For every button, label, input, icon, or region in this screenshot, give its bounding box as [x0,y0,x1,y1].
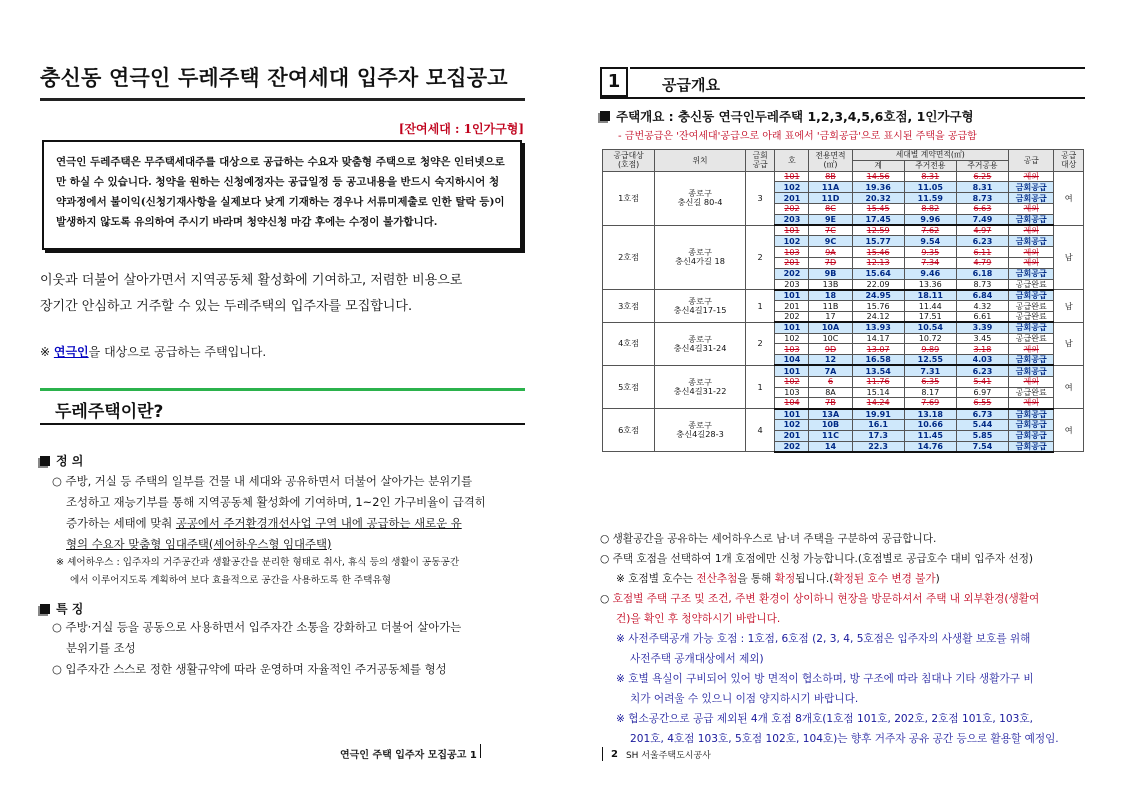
cell-common: 6.25 [956,171,1008,182]
cell-status: 공급완료 [1009,387,1054,398]
cell-floor: 103 [775,387,809,398]
cell-total: 19.91 [852,409,904,420]
section-number: 1 [600,67,628,97]
cell-count: 1 [745,290,774,322]
cell-status: 제외 [1009,247,1054,258]
cell-private: 8.31 [904,171,956,182]
beneficiary-suffix: 을 대상으로 공급하는 주택입니다. [88,345,267,359]
definition-line-2: 조성하고 재능기부를 통해 지역공동체 활성화에 기여하며, 1~2인 가구비율이 급격히 [66,495,486,509]
th-target: 공급대상 (호점) [603,150,655,172]
th-exclusive: 전용면적 (㎡) [809,150,852,172]
cell-floor: 103 [775,344,809,355]
cell-common: 7.49 [956,214,1008,225]
feature-heading [40,600,83,617]
cell-floor: 201 [775,193,809,204]
beneficiary-prefix: ※ [40,345,54,359]
cell-gender: 여 [1054,409,1084,452]
cell-gender: 남 [1054,322,1084,365]
cell-total: 15.76 [852,301,904,312]
sharehouse-note [56,554,526,590]
note-4b: 호점별 주택 구조 및 조건, 주변 환경이 상이하니 현장을 방문하셔서 주택 내 외부환경(생활여 [612,593,1040,605]
note-3b: 전산추첨 [696,573,738,585]
definition-line-3 [52,513,527,534]
cell-floor: 102 [775,376,809,387]
cell-total: 15.14 [852,387,904,398]
cell-common: 6.55 [956,398,1008,409]
note-3e: 됩니다.( [795,573,834,585]
cell-total: 24.95 [852,290,904,301]
sharehouse-note-line-2: 에서 이루어지도록 계획하여 보다 효율적으로 공간을 사용하도록 한 주택유형 [70,575,391,586]
cell-floor: 202 [775,203,809,214]
cell-private: 13.18 [904,409,956,420]
table-row [603,171,1084,182]
cell-ho: 11A [809,182,852,193]
page-title: 충신동 연극인 두레주택 잔여세대 입주자 모집공고 [40,66,508,90]
th-gender: 공급 대상 [1054,150,1084,172]
cell-ho: 10A [809,322,852,333]
cell-status: 제외 [1009,257,1054,268]
square-bullet-icon [600,111,610,121]
cell-gender: 남 [1054,225,1084,290]
cell-total: 12.13 [852,257,904,268]
cell-status: 금회공급 [1009,322,1054,333]
cell-common: 6.23 [956,236,1008,247]
cell-floor: 103 [775,247,809,258]
cell-status: 공급완료 [1009,279,1054,290]
table-row [603,322,1084,333]
intro-text [40,268,530,320]
cell-common: 4.03 [956,355,1008,366]
cell-private: 18.11 [904,290,956,301]
cell-floor: 202 [775,311,809,322]
cell-private: 11.44 [904,301,956,312]
section-title: 두레주택이란? [55,402,164,422]
cell-common: 3.18 [956,344,1008,355]
feature-line-3: ○ 입주자간 스스로 정한 생활규약에 따라 운영하며 자율적인 주거공동체를 형성 [52,662,447,676]
cell-floor: 201 [775,257,809,268]
cell-status: 제외 [1009,376,1054,387]
notice-box: 연극인 두레주택은 무주택세대주를 대상으로 공급하는 수요자 맞춤형 주택으로 청약은 인터넷으로만 하실 수 있습니다. 청약을 원하는 신청예정자는 공급일정 등 공고내용을 반드시 숙지하시어 청약과정에서 불이익(신청기재사항을 실제보다 낮게 기재하는 경우나 서류미제출로 인한 탈락 등)이 발생하지 않도록 유의하여 주시기 바라며 청약신청 마감 후에는 수정이 불가합니다. [42,140,522,250]
cell-status: 금회공급 [1009,268,1054,279]
th-common: 주거공용 [956,160,1008,171]
cell-common: 6.18 [956,268,1008,279]
cell-private: 9.35 [904,247,956,258]
cell-private: 8.82 [904,203,956,214]
note-5a: ※ 사전주택공개 가능 호점 : 1호점, 6호점 (2, 3, 4, 5호점은 입주자의 사생활 보호를 위해 [616,633,1031,645]
note-3c: 을 통해 [737,573,775,585]
cell-floor: 104 [775,398,809,409]
cell-ho: 9D [809,344,852,355]
cell-private: 7.69 [904,398,956,409]
cell-location: 종로구 충신4길31-22 [655,365,746,408]
cell-floor: 101 [775,365,809,376]
note-1: ○ 생활공간을 공유하는 셰어하우스로 남·녀 주택을 구분하여 공급합니다. [600,533,937,545]
cell-total: 12.59 [852,225,904,236]
cell-common: 6.84 [956,290,1008,301]
cell-count: 4 [745,409,774,452]
cell-total: 16.1 [852,419,904,430]
cell-gender: 여 [1054,365,1084,408]
cell-ho: 14 [809,441,852,452]
cell-common: 6.97 [956,387,1008,398]
cell-location: 종로구 충신4길17-15 [655,290,746,322]
intro-line-1: 이웃과 더불어 살아가면서 지역공동체 활성화에 기여하고, 저렴한 비용으로 [40,273,463,288]
cell-total: 19.36 [852,182,904,193]
cell-ho: 17 [809,311,852,322]
cell-total: 14.17 [852,333,904,344]
sharehouse-note-line-1: ※ 셰어하우스 : 입주자의 거주공간과 생활공간을 분리한 형태로 취사, 휴식 등의 생활이 공동공간 [56,557,460,568]
definition-line-1: ○ 주방, 거실 등 주택의 일부를 건물 내 세대와 공유하면서 더불어 살아가는 분위기를 [52,474,473,488]
cell-total: 20.32 [852,193,904,204]
note-4a: ○ [600,593,613,605]
right-footer [602,747,711,761]
cell-ho: 13B [809,279,852,290]
supply-rule-top [630,67,1085,69]
definition-line-3a: 증가하는 세태에 맞춰 [66,516,176,530]
cell-branch: 1호점 [603,171,655,225]
left-page [0,0,560,793]
cell-private: 9.89 [904,344,956,355]
definition-heading-text: 정 의 [56,454,84,468]
left-footer [340,744,481,761]
cell-ho: 13A [809,409,852,420]
cell-ho: 9E [809,214,852,225]
cell-total: 13.54 [852,365,904,376]
right-footer-page: 2 [611,748,618,760]
th-private: 주거전용 [904,160,956,171]
cell-private: 9.96 [904,214,956,225]
cell-common: 6.73 [956,409,1008,420]
cell-count: 1 [745,365,774,408]
left-footer-text: 연극인 주택 입주자 모집공고 1 [340,750,477,761]
cell-private: 10.54 [904,322,956,333]
cell-floor: 102 [775,419,809,430]
cell-status: 공급완료 [1009,311,1054,322]
table-row [603,290,1084,301]
cell-ho: 11C [809,430,852,441]
note-4 [600,590,1039,609]
supply-title: 공급개요 [662,76,720,94]
cell-status: 금회공급 [1009,409,1054,420]
cell-location: 종로구 충신4가길 18 [655,225,746,290]
cell-status: 금회공급 [1009,355,1054,366]
cell-total: 16.58 [852,355,904,366]
cell-floor: 101 [775,322,809,333]
overview-text: 주택개요 : 충신동 연극인두레주택 1,2,3,4,5,6호점, 1인가구형 [616,109,974,124]
supply-rule-bottom [600,97,1085,99]
cell-total: 15.46 [852,247,904,258]
cell-ho: 7C [809,225,852,236]
footer-divider [480,744,481,758]
cell-private: 17.51 [904,311,956,322]
cell-common: 4.32 [956,301,1008,312]
cell-common: 6.61 [956,311,1008,322]
cell-ho: 7B [809,398,852,409]
cell-private: 13.36 [904,279,956,290]
cell-common: 6.63 [956,203,1008,214]
cell-private: 6.35 [904,376,956,387]
cell-ho: 9B [809,268,852,279]
cell-private: 9.46 [904,268,956,279]
cell-private: 7.34 [904,257,956,268]
cell-ho: 7D [809,257,852,268]
cell-branch: 3호점 [603,290,655,322]
cell-location: 종로구 충신4길28-3 [655,409,746,452]
definition-line-3b: 공공에서 주거환경개선사업 구역 내에 공급하는 새로운 유 [175,516,462,530]
cell-status: 금회공급 [1009,290,1054,301]
cell-ho: 8A [809,387,852,398]
cell-branch: 5호점 [603,365,655,408]
cell-common: 3.45 [956,333,1008,344]
tag-remaining-units: [잔여세대 : 1인가구형] [398,122,524,136]
table-row [603,409,1084,420]
cell-floor: 102 [775,182,809,193]
cell-ho: 9C [809,236,852,247]
cell-private: 11.59 [904,193,956,204]
th-current: 금회 공급 [745,150,774,172]
cell-status: 공급완료 [1009,301,1054,312]
cell-status: 금회공급 [1009,365,1054,376]
cell-total: 13.93 [852,322,904,333]
note-4c: 건)을 확인 후 청약하시기 바랍니다. [616,613,781,625]
cell-ho: 8C [809,203,852,214]
cell-total: 13.07 [852,344,904,355]
note-3a: ※ 호점별 호수는 [616,573,697,585]
th-ho: 호 [775,150,809,172]
cell-common: 5.41 [956,376,1008,387]
cell-count: 2 [745,225,774,290]
cell-ho: 6 [809,376,852,387]
square-bullet-icon [40,456,50,466]
supply-table [602,149,1084,453]
feature-paragraph [52,617,527,680]
cell-status: 금회공급 [1009,441,1054,452]
cell-floor: 101 [775,225,809,236]
cell-private: 10.72 [904,333,956,344]
cell-gender: 여 [1054,171,1084,225]
cell-status: 금회공급 [1009,214,1054,225]
cell-common: 8.73 [956,193,1008,204]
cell-ho: 11D [809,193,852,204]
cell-common: 4.79 [956,257,1008,268]
cell-total: 14.24 [852,398,904,409]
cell-status: 금회공급 [1009,430,1054,441]
cell-common: 6.23 [956,365,1008,376]
definition-line-4: 형의 수요자 맞춤형 임대주택(셰어하우스형 임대주택) [66,537,332,551]
note-6a: ※ 호별 욕실이 구비되어 있어 방 면적이 협소하며, 방 구조에 따라 침대나 기타 생활가구 비 [616,673,1034,685]
cell-ho: 10B [809,419,852,430]
cell-total: 14.56 [852,171,904,182]
cell-ho: 9A [809,247,852,258]
cell-private: 7.31 [904,365,956,376]
cell-count: 3 [745,171,774,225]
cell-gender: 남 [1054,290,1084,322]
cell-common: 5.85 [956,430,1008,441]
note-6b: 치가 어려울 수 있으니 이점 양지하시기 바랍니다. [630,693,859,705]
right-page [560,0,1121,793]
cell-total: 17.45 [852,214,904,225]
note-7b: 201호, 4호점 103호, 5호점 102호, 104호)는 향후 거주자 공유 공간 등으로 활용할 예정임. [630,733,1059,745]
cell-floor: 101 [775,409,809,420]
cell-common: 8.31 [956,182,1008,193]
definition-paragraph [52,471,527,555]
th-location: 위치 [655,150,746,172]
table-row [603,365,1084,376]
th-contract: 세대별 계약면적(㎡) [852,150,1009,161]
cell-floor: 203 [775,279,809,290]
cell-private: 14.76 [904,441,956,452]
cell-floor: 101 [775,171,809,182]
feature-line-2: 분위기를 조성 [66,641,136,655]
note-3d: 확정 [774,573,796,585]
cell-floor: 202 [775,441,809,452]
cell-floor: 201 [775,301,809,312]
beneficiary-note [40,343,266,360]
note-7a: ※ 협소공간으로 공급 제외된 4개 호점 8개호(1호점 101호, 202호, 2호점 101호, 103호, [616,713,1033,725]
cell-status: 제외 [1009,344,1054,355]
cell-status: 공급완료 [1009,333,1054,344]
cell-status: 제외 [1009,203,1054,214]
section-rule-top [40,388,525,391]
cell-location: 종로구 충신4길31-24 [655,322,746,365]
cell-branch: 2호점 [603,225,655,290]
cell-common: 7.54 [956,441,1008,452]
cell-total: 15.45 [852,203,904,214]
cell-status: 금회공급 [1009,193,1054,204]
title-divider [40,98,525,101]
cell-common: 5.44 [956,419,1008,430]
table-row [603,225,1084,236]
cell-common: 8.73 [956,279,1008,290]
cell-floor: 102 [775,333,809,344]
beneficiary-highlight: 연극인 [53,345,89,359]
overview-subtext: - 금번공급은 '잔여세대'공급으로 아래 표에서 '금회공급'으로 표시된 주택을 공급함 [618,131,977,142]
cell-ho: 10C [809,333,852,344]
footer-divider [602,747,603,761]
cell-private: 9.54 [904,236,956,247]
cell-total: 11.76 [852,376,904,387]
cell-private: 8.17 [904,387,956,398]
cell-common: 6.11 [956,247,1008,258]
cell-status: 금회공급 [1009,182,1054,193]
cell-status: 제외 [1009,398,1054,409]
intro-line-2: 장기간 안심하고 거주할 수 있는 두레주택의 입주자를 모집합니다. [40,299,413,314]
cell-status: 제외 [1009,171,1054,182]
cell-floor: 102 [775,236,809,247]
cell-total: 17.3 [852,430,904,441]
note-3g: ) [935,573,940,585]
note-3f: 확정된 호수 변경 불가 [833,573,936,585]
cell-status: 제외 [1009,225,1054,236]
cell-branch: 6호점 [603,409,655,452]
th-supply: 공급 [1009,150,1054,172]
cell-common: 4.97 [956,225,1008,236]
cell-private: 10.66 [904,419,956,430]
feature-heading-text: 특 징 [56,602,84,616]
cell-total: 22.3 [852,441,904,452]
cell-status: 금회공급 [1009,419,1054,430]
cell-status: 금회공급 [1009,236,1054,247]
cell-count: 2 [745,322,774,365]
cell-total: 22.09 [852,279,904,290]
feature-line-1: ○ 주방·거실 등을 공동으로 사용하면서 입주자간 소통을 강화하고 더불어 살아가는 [52,620,462,634]
cell-floor: 202 [775,268,809,279]
cell-ho: 7A [809,365,852,376]
cell-ho: 11B [809,301,852,312]
cell-floor: 101 [775,290,809,301]
note-2: ○ 주택 호점을 선택하여 1개 호점에만 신청 가능합니다.(호점별로 공급호수 대비 입주자 선정) [600,553,1034,565]
cell-total: 24.12 [852,311,904,322]
cell-total: 15.77 [852,236,904,247]
cell-branch: 4호점 [603,322,655,365]
cell-ho: 12 [809,355,852,366]
supply-table-body [603,171,1084,452]
section-rule-bottom [40,423,525,425]
cell-private: 11.05 [904,182,956,193]
cell-private: 11.45 [904,430,956,441]
th-total: 계 [852,160,904,171]
cell-floor: 203 [775,214,809,225]
note-5b: 사전주택 공개대상에서 제외) [630,653,764,665]
cell-total: 15.64 [852,268,904,279]
cell-ho: 18 [809,290,852,301]
cell-private: 7.62 [904,225,956,236]
square-bullet-icon [40,604,50,614]
sh-logo: SH 서울주택도시공사 [625,750,711,761]
definition-heading [40,452,83,469]
overview-heading [600,107,974,125]
cell-location: 종로구 충신길 80-4 [655,171,746,225]
cell-private: 12.55 [904,355,956,366]
cell-floor: 104 [775,355,809,366]
cell-floor: 201 [775,430,809,441]
cell-common: 3.39 [956,322,1008,333]
note-3 [616,570,940,589]
cell-ho: 8B [809,171,852,182]
